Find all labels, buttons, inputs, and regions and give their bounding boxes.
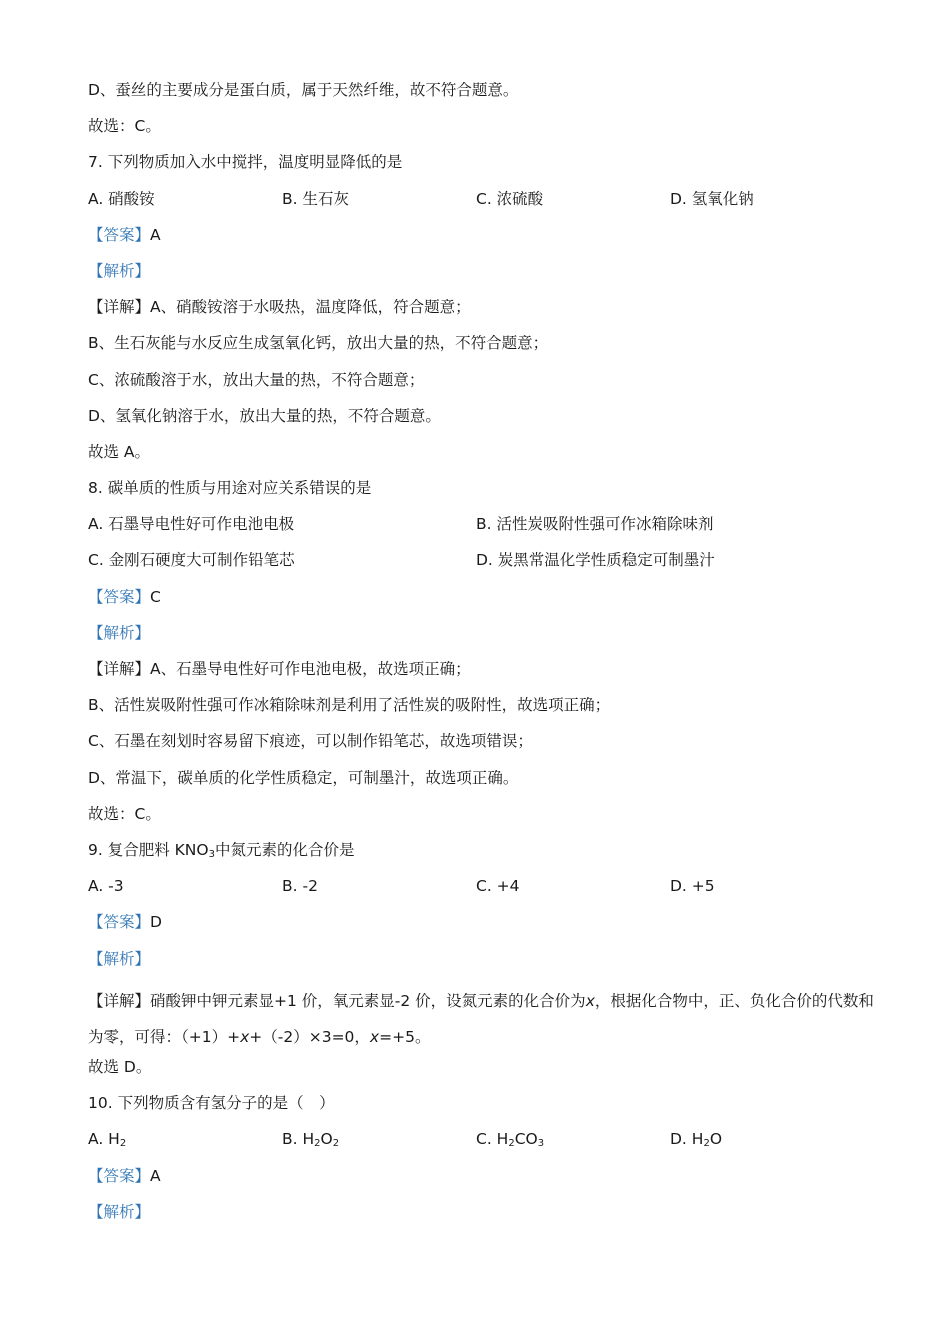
- q7-option-d: D. 氢氧化钠: [670, 189, 754, 208]
- answer-value: A: [150, 225, 161, 244]
- q9-analysis-tag: 【解析】: [88, 949, 151, 968]
- q8-options-row2: [88, 548, 878, 584]
- q9-option-b: B. -2: [282, 877, 318, 896]
- q9-stem: [88, 838, 878, 874]
- answer-tag: 【答案】: [88, 587, 151, 606]
- detail-text: ，根据化合物中，正、负化合价的代数和为零，可得：（+1）+: [88, 991, 874, 1046]
- q8-option-b: B. 活性炭吸附性强可作冰箱除味剂: [476, 515, 714, 534]
- q9-options: [88, 874, 878, 910]
- q8-option-c: C. 金刚石硬度大可制作铅笔芯: [88, 551, 295, 570]
- q9-detail: [88, 983, 878, 1055]
- detail-tag: 【详解】: [88, 660, 151, 678]
- detail-text: 硝酸钾中钾元素显+1 价，氧元素显-2 价，设氮元素的化合价为: [150, 991, 586, 1010]
- q8-answer: [88, 585, 878, 621]
- q7-detail-d: D、氢氧化钠溶于水，放出大量的热，不符合题意。: [88, 406, 441, 425]
- q9-option-c: C. +4: [476, 877, 520, 896]
- detail-text: A、石墨导电性好可作电池电极，故选项正确；: [150, 660, 471, 678]
- answer-tag: 【答案】: [88, 1166, 151, 1185]
- q8-option-d: D. 炭黑常温化学性质稳定可制墨汁: [476, 551, 715, 570]
- q7-stem: 7. 下列物质加入水中搅拌，温度明显降低的是: [88, 153, 403, 172]
- q7-option-a: A. 硝酸铵: [88, 189, 155, 208]
- answer-tag: 【答案】: [88, 225, 151, 244]
- stem-text: 中氮元素的化合价是: [214, 840, 355, 859]
- q8-detail-a: [88, 657, 878, 693]
- q7-detail-b: B、生石灰能与水反应生成氢氧化钙，放出大量的热，不符合题意；: [88, 334, 549, 353]
- q7-option-b: B. 生石灰: [282, 189, 349, 208]
- q9-option-d: D. +5: [670, 877, 715, 896]
- answer-value: D: [150, 913, 162, 932]
- q10-option-c: C. $H_2CO_3$: [476, 1130, 545, 1150]
- detail-text: =+5。: [379, 1027, 431, 1046]
- answer-value: C: [150, 587, 161, 606]
- q10-analysis-tag: 【解析】: [88, 1202, 151, 1221]
- q8-detail-b: B、活性炭吸附性强可作冰箱除味剂是利用了活性炭的吸附性，故选项正确；: [88, 696, 611, 715]
- q8-detail-d: D、常温下，碳单质的化学性质稳定，可制墨汁，故选项正确。: [88, 768, 519, 787]
- q7-analysis-tag: 【解析】: [88, 261, 151, 280]
- q10-stem: 10. 下列物质含有氢分子的是（ ）: [88, 1094, 335, 1113]
- detail-tag: 【详解】: [88, 298, 151, 317]
- q8-stem: 8. 碳单质的性质与用途对应关系错误的是: [88, 479, 372, 498]
- detail-tag: 【详解】: [88, 991, 151, 1010]
- prev-choice: 故选：C。: [88, 117, 161, 136]
- q7-detail-a: [88, 295, 878, 331]
- q7-choice: 故选 A。: [88, 442, 151, 461]
- detail-text: +（-2）×3=0，: [249, 1027, 370, 1046]
- q9-choice: 故选 D。: [88, 1058, 152, 1077]
- q8-options-row1: [88, 512, 878, 548]
- subscript: 3: [208, 848, 215, 860]
- q10-option-d: D. $H_2O$: [670, 1130, 723, 1150]
- stem-text: 9. 复合肥料 KNO: [88, 840, 209, 859]
- q9-answer: [88, 910, 878, 946]
- variable-x: x: [369, 1027, 380, 1046]
- variable-x: x: [585, 991, 595, 1010]
- q8-analysis-tag: 【解析】: [88, 623, 151, 642]
- answer-tag: 【答案】: [88, 913, 151, 932]
- q8-detail-c: C、石墨在刻划时容易留下痕迹，可以制作铅笔芯，故选项错误；: [88, 732, 533, 751]
- detail-text: A、硝酸铵溶于水吸热，温度降低，符合题意；: [150, 298, 471, 317]
- q9-option-a: A. -3: [88, 877, 124, 896]
- variable-x: x: [240, 1027, 250, 1046]
- document-page: [88, 78, 878, 1236]
- q8-choice: 故选：C。: [88, 804, 161, 823]
- q8-option-a: A. 石墨导电性好可作电池电极: [88, 515, 295, 534]
- q7-options: [88, 187, 878, 223]
- q10-options: [88, 1127, 878, 1163]
- prev-detail-d: D、蚕丝的主要成分是蛋白质，属于天然纤维，故不符合题意。: [88, 81, 519, 99]
- q7-answer: [88, 223, 878, 259]
- q10-answer: [88, 1164, 878, 1200]
- q10-option-a: A. $H_2$: [88, 1130, 127, 1150]
- q10-option-b: B. $H_2O_2$: [282, 1130, 340, 1150]
- q7-detail-c: C、浓硫酸溶于水，放出大量的热，不符合题意；: [88, 370, 425, 389]
- q7-option-c: C. 浓硫酸: [476, 189, 544, 208]
- answer-value: A: [150, 1166, 161, 1185]
